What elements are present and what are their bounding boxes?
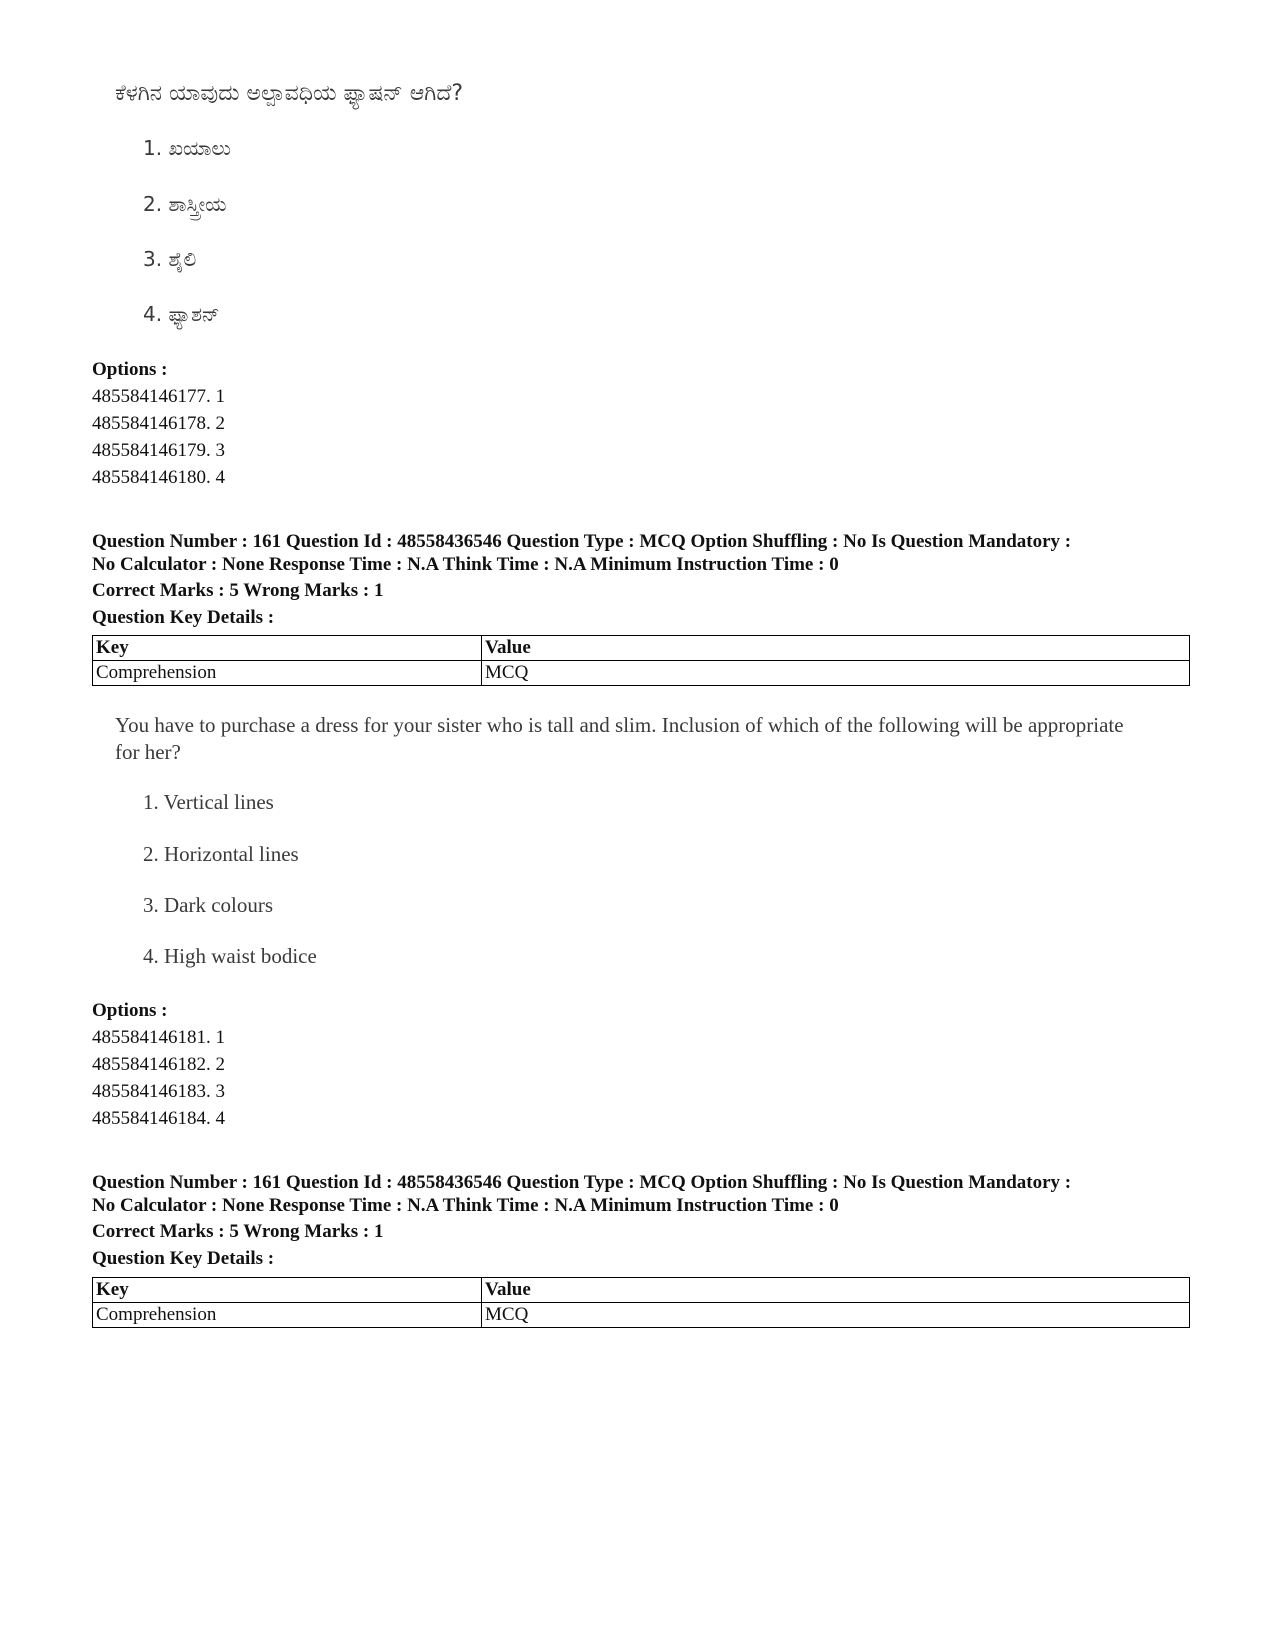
option-item: 485584146182. 2 xyxy=(92,1054,225,1075)
table-cell-key: Comprehension xyxy=(93,1303,482,1328)
question-1-choice: 1. ಖಯಾಲು xyxy=(143,136,231,160)
table-header-key: Key xyxy=(93,636,482,661)
question-1-choice: 3. ಶೈಲಿ xyxy=(143,247,197,271)
question-1-image xyxy=(115,80,464,326)
key-details-label: Question Key Details : xyxy=(92,607,275,628)
question-1-choice: 4. ಫ್ಯಾಶನ್ xyxy=(143,302,220,326)
option-item: 485584146183. 3 xyxy=(92,1081,225,1102)
table-header-row xyxy=(93,636,1190,661)
table-cell-key: Comprehension xyxy=(93,661,482,686)
meta-line: No Calculator : None Response Time : N.A Think Time : N.A Minimum Instruction Time : 0 xyxy=(92,554,839,575)
options-block-2 xyxy=(92,997,225,1132)
question-2-image xyxy=(115,712,1125,968)
question-1-choice: 2. ಶಾಸ್ತ್ರೀಯ xyxy=(143,192,227,216)
options-label: Options : xyxy=(92,1000,168,1021)
options-label: Options : xyxy=(92,359,168,380)
option-item: 485584146179. 3 xyxy=(92,440,225,461)
options-block-1 xyxy=(92,356,225,491)
table-header-key: Key xyxy=(93,1278,482,1303)
question-meta-2 xyxy=(92,1171,1192,1217)
marks-line: Correct Marks : 5 Wrong Marks : 1 xyxy=(92,580,384,601)
question-2-choice: 4. High waist bodice xyxy=(143,944,317,968)
meta-line: Question Number : 161 Question Id : 48558436546 Question Type : MCQ Option Shuffling : No Is Question Mandatory : xyxy=(92,1172,1072,1193)
question-2-choice: 3. Dark colours xyxy=(143,893,274,917)
table-cell-value: MCQ xyxy=(482,1303,1190,1328)
option-item: 485584146181. 1 xyxy=(92,1027,225,1048)
table-row xyxy=(93,661,1190,686)
question-2-choice: 2. Horizontal lines xyxy=(143,842,299,866)
question-meta-1 xyxy=(92,530,1192,576)
option-item: 485584146180. 4 xyxy=(92,467,225,488)
table-header-row xyxy=(93,1278,1190,1303)
key-details-table xyxy=(92,1277,1190,1328)
table-row xyxy=(93,1303,1190,1328)
table-header-value: Value xyxy=(482,1278,1190,1303)
table-header-value: Value xyxy=(482,636,1190,661)
marks-line: Correct Marks : 5 Wrong Marks : 1 xyxy=(92,1221,384,1242)
question-1-stem: ಕೆಳಗಿನ ಯಾವುದು ಅಲ್ಪಾವಧಿಯ ಫ್ಯಾಷನ್ ಆಗಿದೆ? xyxy=(115,81,464,106)
table-cell-value: MCQ xyxy=(482,661,1190,686)
option-item: 485584146177. 1 xyxy=(92,386,225,407)
question-2-choice: 1. Vertical lines xyxy=(143,790,274,814)
key-details-label: Question Key Details : xyxy=(92,1248,275,1269)
question-2-stem: You have to purchase a dress for your sister who is tall and slim. Inclusion of which of the following will be appropriate for her? xyxy=(115,713,1124,764)
meta-line: No Calculator : None Response Time : N.A Think Time : N.A Minimum Instruction Time : 0 xyxy=(92,1195,839,1216)
option-item: 485584146178. 2 xyxy=(92,413,225,434)
option-item: 485584146184. 4 xyxy=(92,1108,225,1129)
key-details-table xyxy=(92,635,1190,686)
meta-line: Question Number : 161 Question Id : 48558436546 Question Type : MCQ Option Shuffling : No Is Question Mandatory : xyxy=(92,531,1072,552)
